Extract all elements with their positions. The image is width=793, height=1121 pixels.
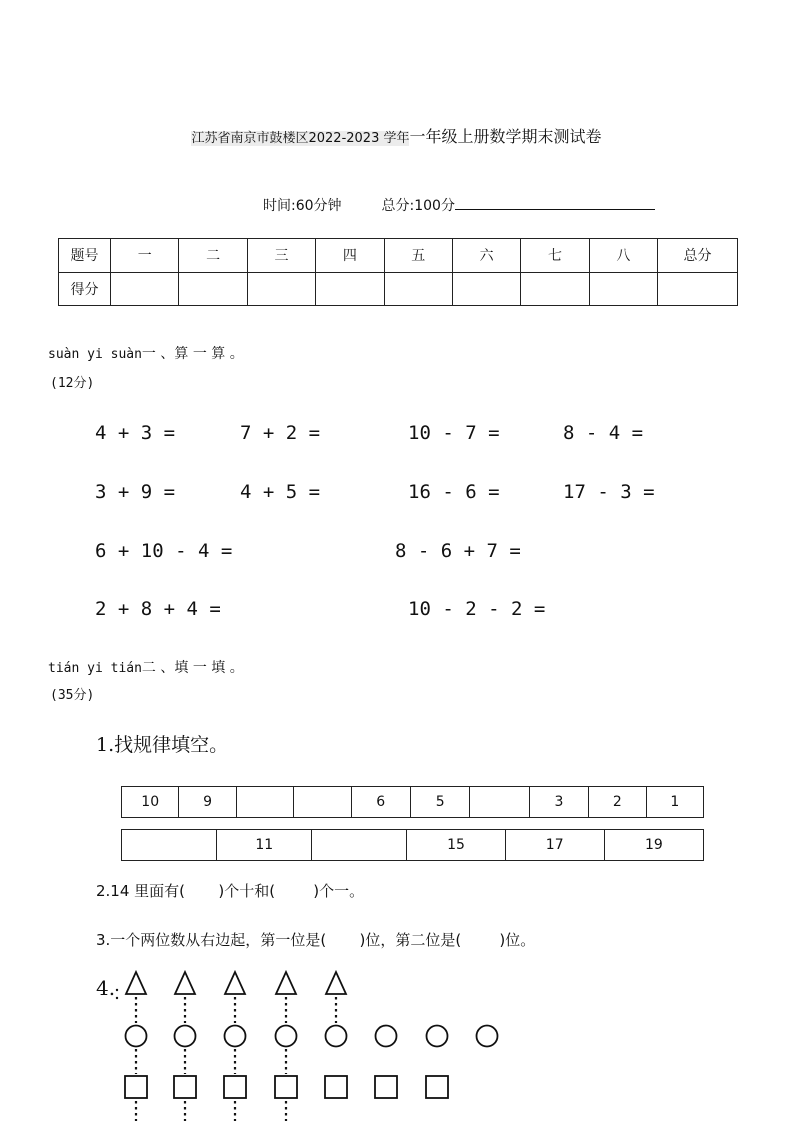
equation: 7 + 2 =	[240, 422, 321, 444]
time-score-line	[263, 195, 655, 215]
square-icon	[426, 1076, 448, 1098]
sequence-blank-cell[interactable]	[294, 787, 351, 818]
circle-icon	[276, 1026, 297, 1047]
sequence-table-1	[121, 786, 704, 818]
equation: 17 - 3 =	[563, 481, 655, 503]
section1-points: (12分)	[50, 376, 95, 391]
score-input-cell[interactable]	[589, 272, 657, 306]
sequence-cell: 2	[589, 787, 646, 818]
sequence-cell: 17	[505, 830, 604, 861]
score-cell: 七	[521, 239, 589, 273]
equation: 6 + 10 - 4 =	[95, 540, 233, 562]
sequence-blank-cell[interactable]	[312, 830, 407, 861]
equation: 4 + 5 =	[240, 481, 321, 503]
score-cell: 四	[316, 239, 384, 273]
circle-icon	[175, 1026, 196, 1047]
score-cell: 题号	[59, 239, 111, 273]
sequence-cell: 10	[122, 787, 179, 818]
score-header-row	[59, 239, 738, 273]
sequence-cell: 11	[217, 830, 312, 861]
shape-matching-figure	[0, 960, 793, 1121]
question-3: 3.一个两位数从右边起，第一位是( )位，第二位是( )位。	[96, 931, 536, 949]
dot-mark	[116, 997, 118, 999]
section2-heading	[48, 657, 244, 677]
question-4-number: 4.	[96, 976, 116, 1000]
section2-title: 二 、填 一 填 。	[141, 660, 244, 676]
time-label: 时间:60分钟	[263, 198, 342, 214]
score-input-cell[interactable]	[521, 272, 589, 306]
circle-icon	[225, 1026, 246, 1047]
circle-icon	[126, 1026, 147, 1047]
equation: 10 - 2 - 2 =	[408, 598, 546, 620]
triangle-icon	[326, 972, 346, 994]
equation: 16 - 6 =	[408, 481, 500, 503]
score-cell: 总分	[658, 239, 738, 273]
title-region: 江苏省南京市鼓楼区2022-2023 学年	[191, 131, 410, 146]
sequence-blank-cell[interactable]	[236, 787, 293, 818]
question-2: 2.14 里面有( )个十和( )个一。	[96, 882, 365, 900]
question-1-text: 找规律填空。	[114, 734, 229, 756]
triangle-icon	[175, 972, 195, 994]
square-icon	[224, 1076, 246, 1098]
sequence-table-2	[121, 829, 704, 861]
circle-icon	[326, 1026, 347, 1047]
dot-mark	[116, 989, 118, 991]
score-input-cell[interactable]	[452, 272, 520, 306]
equation: 4 + 3 =	[95, 422, 176, 444]
triangle-icon	[276, 972, 296, 994]
score-table	[58, 238, 738, 306]
sequence-cell: 6	[351, 787, 410, 818]
score-cell: 一	[111, 239, 179, 273]
score-cell: 三	[247, 239, 315, 273]
sequence-cell: 9	[179, 787, 236, 818]
sequence-cell: 3	[529, 787, 588, 818]
sequence-cell: 5	[410, 787, 469, 818]
equation: 2 + 8 + 4 =	[95, 598, 221, 620]
sequence-cell: 1	[646, 787, 703, 818]
name-blank[interactable]	[455, 195, 655, 210]
circle-icon	[427, 1026, 448, 1047]
title-main: 一年级上册数学期末测试卷	[409, 127, 602, 146]
sequence-blank-cell[interactable]	[122, 830, 217, 861]
score-cell: 五	[384, 239, 452, 273]
question-1-number: 1.	[96, 734, 115, 756]
equation: 10 - 7 =	[408, 422, 500, 444]
section1-pinyin: suàn yi suàn	[48, 347, 142, 362]
score-input-cell[interactable]	[179, 272, 247, 306]
score-cell: 得分	[59, 272, 111, 306]
square-icon	[275, 1076, 297, 1098]
question-1	[96, 730, 228, 757]
section2-points: (35分)	[50, 688, 95, 703]
section2-pinyin: tián yi tián	[48, 661, 142, 676]
score-input-cell[interactable]	[658, 272, 738, 306]
page-title	[0, 124, 793, 147]
triangle-icon	[126, 972, 146, 994]
sequence-blank-cell[interactable]	[470, 787, 529, 818]
score-input-cell[interactable]	[247, 272, 315, 306]
score-input-cell[interactable]	[384, 272, 452, 306]
score-input-cell[interactable]	[111, 272, 179, 306]
section1-heading	[48, 343, 244, 363]
equation: 3 + 9 =	[95, 481, 176, 503]
equation: 8 - 4 =	[563, 422, 644, 444]
equation: 8 - 6 + 7 =	[395, 540, 521, 562]
score-value-row	[59, 272, 738, 306]
circle-icon	[376, 1026, 397, 1047]
circle-icon	[477, 1026, 498, 1047]
score-input-cell[interactable]	[316, 272, 384, 306]
square-icon	[325, 1076, 347, 1098]
square-icon	[375, 1076, 397, 1098]
sequence-cell: 15	[407, 830, 505, 861]
score-cell: 六	[452, 239, 520, 273]
square-icon	[125, 1076, 147, 1098]
section1-title: 一 、算 一 算 。	[141, 346, 244, 362]
score-cell: 八	[589, 239, 657, 273]
score-cell: 二	[179, 239, 247, 273]
sequence-cell: 19	[604, 830, 703, 861]
square-icon	[174, 1076, 196, 1098]
triangle-icon	[225, 972, 245, 994]
total-score-label: 总分:100分	[381, 198, 455, 214]
